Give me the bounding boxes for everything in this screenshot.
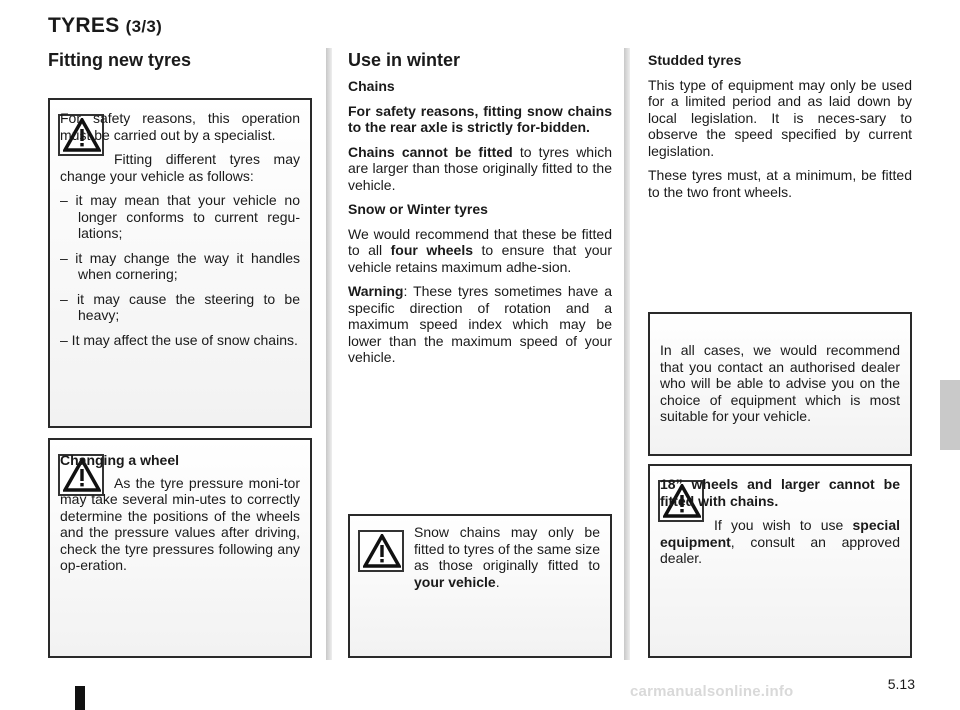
dealer-advice-text: In all cases, we would recommend that you contact an authorised dealer who will be able to advise you on the choice of equipment which is most suitable for your vehicle.: [660, 342, 900, 424]
studded-para-1: This type of equipment may only be used for a limited period and as laid down by local legislation. It is neces-sary to observe the speed specified by current legislation.: [648, 76, 912, 159]
chapter-side-tab: [940, 380, 960, 450]
watermark: carmanualsonline.info: [630, 683, 794, 700]
box-lead-text: For safety reasons, this operation must be carried out by a specialist.: [60, 110, 300, 143]
warning-text: [348, 283, 612, 366]
snow-bold: four wheels: [390, 242, 474, 258]
list-item: – it may cause the steering to be heavy;: [60, 290, 300, 323]
list-item: – it may change the way it handles when cornering;: [60, 249, 300, 282]
chains-warning-text: For safety reasons, fitting snow chains to the rear axle is strictly for-bidden.: [348, 102, 612, 135]
special-pre: If you wish to use: [714, 517, 853, 533]
column-divider: [624, 48, 630, 660]
box-body-text: As the tyre pressure moni-tor may take several min-utes to correctly determine the positions of the wheels and the pressure values after driving, check the tyre pressures following any op-eration.: [60, 474, 300, 573]
snow-chains-text: [414, 524, 600, 590]
special-equipment-text: [660, 517, 900, 567]
title-text: TYRES: [48, 14, 120, 37]
title-subtitle: (3/3): [125, 17, 163, 36]
changing-wheel-box: [48, 438, 312, 658]
chains-cannot-bold: Chains cannot be fitted: [348, 143, 513, 160]
special-post: , consult an approved dealer.: [660, 533, 900, 566]
winter-text: [348, 78, 612, 374]
snow-pre: We would recommend that these be fitted to all: [348, 225, 612, 258]
wheels-warning-bold: 18” wheels and larger cannot be fitted with chains.: [660, 476, 900, 509]
special-bold: special equipment: [660, 517, 900, 550]
subheading-chains: Chains: [348, 78, 395, 94]
chains-size-text: [348, 144, 612, 194]
list-item: – it may mean that your vehicle no longer conforms to current regu-lations;: [60, 192, 300, 241]
page-number: 5.13: [887, 676, 915, 692]
section-heading-fitting: Fitting new tyres: [48, 50, 192, 70]
safety-warning-box: [48, 98, 312, 428]
page-title: [48, 14, 162, 38]
snow-chains-box: [348, 514, 612, 658]
bottom-marker: [75, 686, 85, 710]
box-intro-text: Fitting different tyres may change your vehicle as follows:: [60, 151, 300, 184]
subheading-studded: Studded tyres: [648, 52, 742, 68]
studded-text: [648, 52, 912, 208]
dealer-advice-box: [648, 312, 912, 456]
list-item: – It may affect the use of snow chains.: [60, 331, 298, 348]
section-heading-winter: Use in winter: [348, 50, 461, 70]
studded-para-2: These tyres must, at a minimum, be fitted to the two front wheels.: [648, 167, 912, 200]
box-title: Changing a wheel: [60, 452, 180, 468]
wheels-warning-box: [648, 464, 912, 658]
warning-triangle-icon: [358, 530, 404, 572]
box-pre: Snow chains may only be fitted to tyres of the same size as those originally fitted to: [414, 524, 600, 573]
subheading-snow-tyres: Snow or Winter tyres: [348, 201, 488, 217]
warning-body: : These tyres sometimes have a specific direction of rotation and a maximum speed index which may be lower than the maximum speed of your vehicle.: [348, 283, 612, 365]
column-divider: [326, 48, 332, 660]
snow-post: to ensure that your vehicle retains maximum adhe-sion.: [348, 242, 612, 275]
snow-tyres-text: [348, 226, 612, 276]
box-post: .: [495, 573, 500, 590]
box-bold: your vehicle: [414, 573, 496, 590]
chains-cannot-rest: to tyres which are larger than those originally fitted to the vehicle.: [348, 143, 612, 193]
warning-label: Warning: [348, 283, 404, 299]
